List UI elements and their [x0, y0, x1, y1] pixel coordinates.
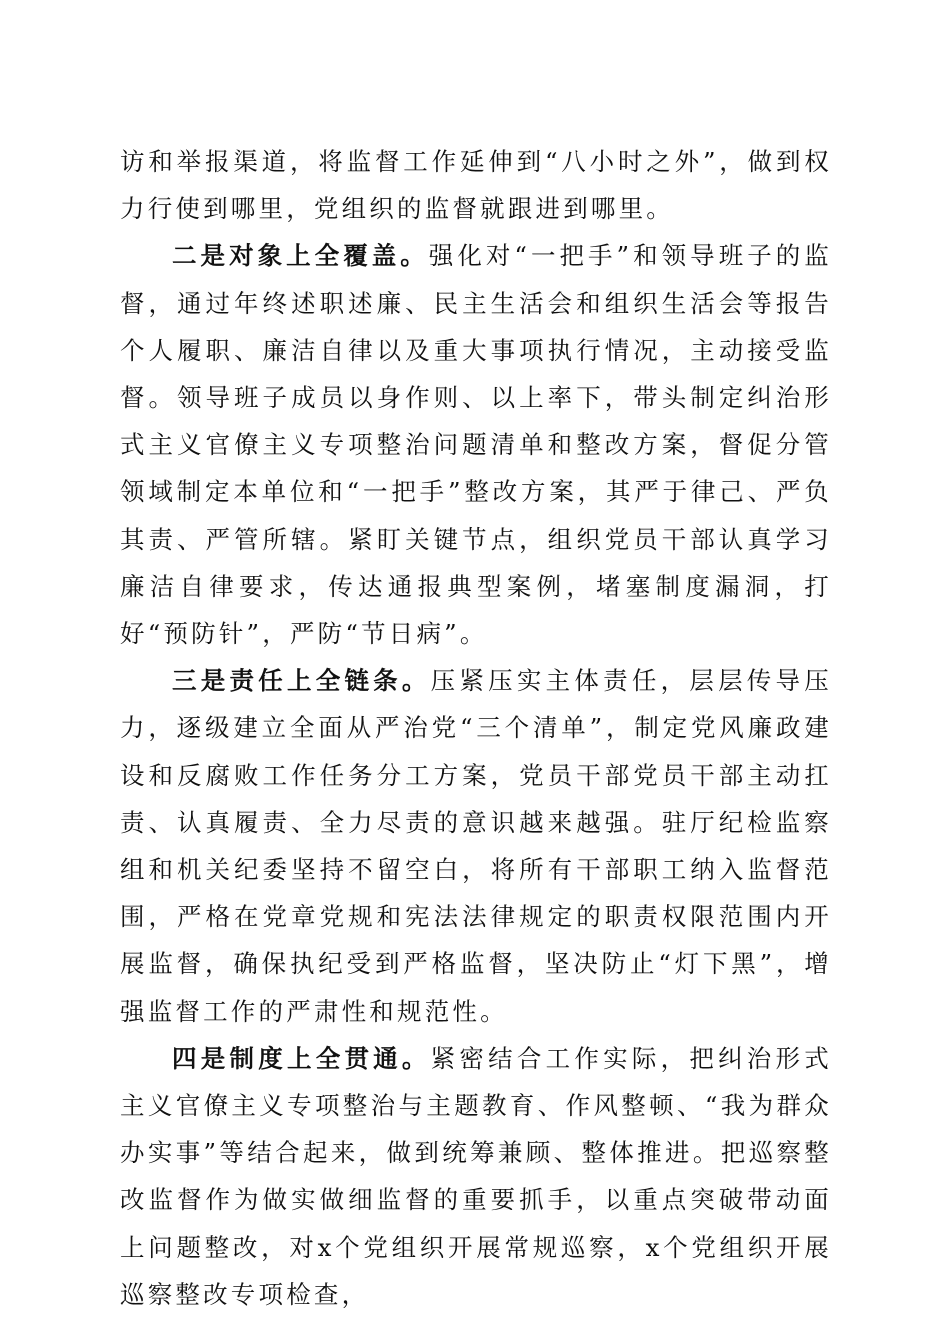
paragraph-responsibility-chain [120, 657, 832, 1035]
paragraph-lead: 四是制度上全贯通。 [172, 1043, 431, 1073]
paragraph-continued [120, 138, 832, 232]
paragraph-lead: 三是责任上全链条。 [172, 666, 431, 696]
paragraph-system-integration [120, 1035, 832, 1318]
paragraph-lead: 二是对象上全覆盖。 [172, 241, 429, 271]
paragraph-object-coverage [120, 232, 832, 657]
paragraph-body: 紧密结合工作实际，把纠治形式主义官僚主义专项整治与主题教育、作风整顿、“我为群众办实事”等结合起来，做到统筹兼顾、整体推进。把巡察整改监督作为做实做细监督的重要抓手，以重点突破带动面上问题整改，对x个党组织开展常规巡察，x个党组织开展巡察整改专项检查， [120, 1043, 832, 1309]
paragraph-body: 强化对“一把手”和领导班子的监督，通过年终述职述廉、民主生活会和组织生活会等报告个人履职、廉洁自律以及重大事项执行情况，主动接受监督。领导班子成员以身作则、以上率下，带头制定纠治形式主义官僚主义专项整治问题清单和整改方案，督促分管领域制定本单位和“一把手”整改方案，其严于律己、严负其责、严管所辖。紧盯关键节点，组织党员干部认真学习廉洁自律要求，传达通报典型案例，堵塞制度漏洞，打好“预防针”，严防“节日病”。 [120, 241, 832, 649]
paragraph-body: 压紧压实主体责任，层层传导压力，逐级建立全面从严治党“三个清单”，制定党风廉政建设和反腐败工作任务分工方案，党员干部党员干部主动扛责、认真履责、全力尽责的意识越来越强。驻厅纪检监察组和机关纪委坚持不留空白，将所有干部职工纳入监督范围，严格在党章党规和宪法法律规定的职责权限范围内开展监督，确保执纪受到严格监督，坚决防止“灯下黑”，增强监督工作的严肃性和规范性。 [120, 666, 832, 1026]
paragraph-body: 访和举报渠道，将监督工作延伸到“八小时之外”，做到权力行使到哪里，党组织的监督就跟进到哪里。 [120, 147, 832, 224]
document-body [120, 138, 832, 1318]
